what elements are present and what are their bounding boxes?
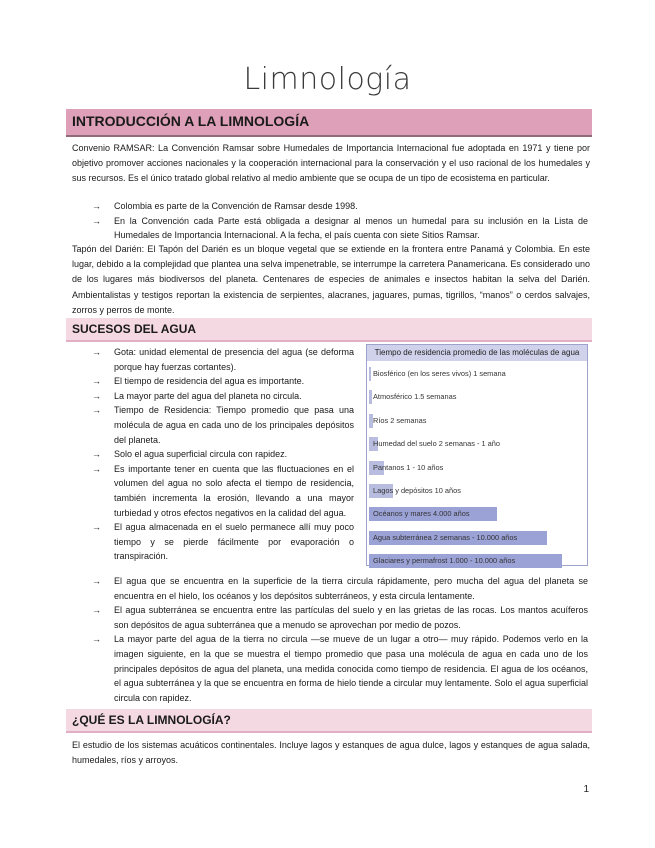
chart-row	[369, 437, 583, 451]
ramsar-paragraph: Convenio RAMSAR: La Convención Ramsar sobre Humedales de Importancia Internacional fue adoptada en 1971 y tiene por objetivo promover acciones nacionales y la cooperación internacional para la conservación y el uso racional de los humedales y sus recursos. Es el único tratado global relativo al medio ambiente que se ocupa de un tipo de ecosistema en particular.	[72, 143, 590, 184]
list-item: → El tiempo de residencia del agua es importante.	[90, 374, 354, 389]
list-item: → Colombia es parte de la Convención de Ramsar desde 1998.	[90, 199, 588, 214]
chart-row	[369, 414, 583, 428]
intro-heading: INTRODUCCIÓN A LA LIMNOLOGÍA	[72, 113, 310, 129]
intro-heading-bar	[66, 109, 592, 137]
ramsar-bullet-list	[90, 199, 588, 243]
list-item: → Solo el agua superficial circula con rapidez.	[90, 447, 354, 462]
que-es-heading-bar	[66, 709, 592, 733]
list-item: → El agua subterránea se encuentra entre las partículas del suelo y en las grietas de las rocas. Los mantos acuíferos son depósitos de agua subterránea que a menudo se aprovechan por medio de pozos.	[90, 603, 588, 632]
chart-bar	[369, 390, 372, 404]
que-es-paragraph: El estudio de los sistemas acuáticos continentales. Incluye lagos y estanques de agua dulce, lagos y estanques de agua salada, humedales, ríos y arroyos.	[72, 740, 590, 766]
chart-row	[369, 531, 583, 545]
chart-bar-label: Ríos 2 semanas	[373, 415, 427, 425]
chart-row	[369, 484, 583, 498]
chart-bar-label: Humedad del suelo 2 semanas - 1 año	[373, 439, 500, 449]
page-number: 1	[583, 784, 589, 795]
residence-time-chart	[366, 344, 588, 566]
list-item: → El agua almacenada en el suelo permanece allí muy poco tiempo y se pierde fácilmente por evaporación o transpiración.	[90, 520, 354, 564]
sucesos-heading: SUCESOS DEL AGUA	[72, 322, 197, 336]
chart-bar-label: Lagos y depósitos 10 años	[373, 486, 461, 495]
chart-row	[369, 507, 583, 521]
list-item: → La mayor parte del agua del planeta no circula.	[90, 389, 354, 404]
list-item: → La mayor parte del agua de la tierra no circula —se mueve de un lugar a otro— muy rápido. Podemos verlo en la imagen siguiente, en la que se muestra el tiempo promedio que pasa una molécula de agua en cada uno de los principales depósitos de agua del planeta, una medida conocida como tiempo de residencia. El agua de los océanos, el agua subterránea y la que se encuentra en forma de hielo tiende a circular muy lentamente. Solo el agua superficial circula con rapidez.	[90, 632, 588, 705]
chart-bar-label: Atmosférico 1.5 semanas	[373, 392, 457, 402]
chart-bar	[369, 367, 371, 381]
chart-row	[369, 554, 583, 568]
chart-row	[369, 367, 583, 381]
chart-row	[369, 390, 583, 404]
chart-title: Tiempo de residencia promedio de las moléculas de agua	[367, 345, 587, 361]
sucesos-bullet-list-full	[90, 574, 588, 705]
list-item: → Tiempo de Residencia: Tiempo promedio que pasa una molécula de agua en cada uno de los principales depósitos del planeta.	[90, 403, 354, 447]
chart-bar-label: Glaciares y permafrost 1.000 - 10.000 años	[373, 556, 516, 566]
chart-row	[369, 461, 583, 475]
document-title: Limnología	[243, 62, 412, 97]
list-item: → Gota: unidad elemental de presencia del agua (se deforma porque hay fuerzas cortantes).	[90, 345, 354, 374]
list-item: → En la Convención cada Parte está obligada a designar al menos un humedal para su inclusión en la Lista de Humedales de Importancia Internacional. A la fecha, el país cuenta con siete Sitios Ramsar.	[90, 214, 588, 243]
list-item: → Es importante tener en cuenta que las fluctuaciones en el volumen del agua no solo afecta el tiempo de residencia, también incrementa la erosión, llevando a una mayor turbiedad y otros efectos negativos en la calidad del agua.	[90, 462, 354, 520]
list-item: → El agua que se encuentra en la superficie de la tierra circula rápidamente, pero mucha del agua del planeta se encuentra en el hielo, los océanos y los depósitos subterráneos, y esta circula lentamente.	[90, 574, 588, 603]
chart-bar-label: Pantanos 1 - 10 años	[373, 462, 444, 472]
darien-paragraph: Tapón del Darién: El Tapón del Darién es un bloque vegetal que se extiende en la frontera entre Panamá y Colombia. En este lugar, debido a la complejidad que plantea una selva impenetrable, se interrumpe la carretera Panamericana. Es considerado uno de los lugares más biodiversos del planeta. Centenares de especies de animales e insectos habitan la selva del Darién. Ambientalistas y testigos reportan la existencia de serpientes, alacranes, jaguares, pumas, tigrillos, “manos” o cerdos salvajes, zorros y perros de monte.	[72, 244, 590, 315]
que-es-heading: ¿QUÉ ES LA LIMNOLOGÍA?	[72, 713, 231, 727]
sucesos-heading-bar	[66, 318, 592, 342]
chart-bar-label: Agua subterránea 2 semanas - 10.000 años	[373, 532, 518, 542]
chart-bar-label: Océanos y mares 4.000 años	[373, 509, 470, 519]
sucesos-bullet-list-left	[90, 345, 354, 564]
chart-bar-label: Biosférico (en los seres vivos) 1 semana	[373, 369, 506, 378]
